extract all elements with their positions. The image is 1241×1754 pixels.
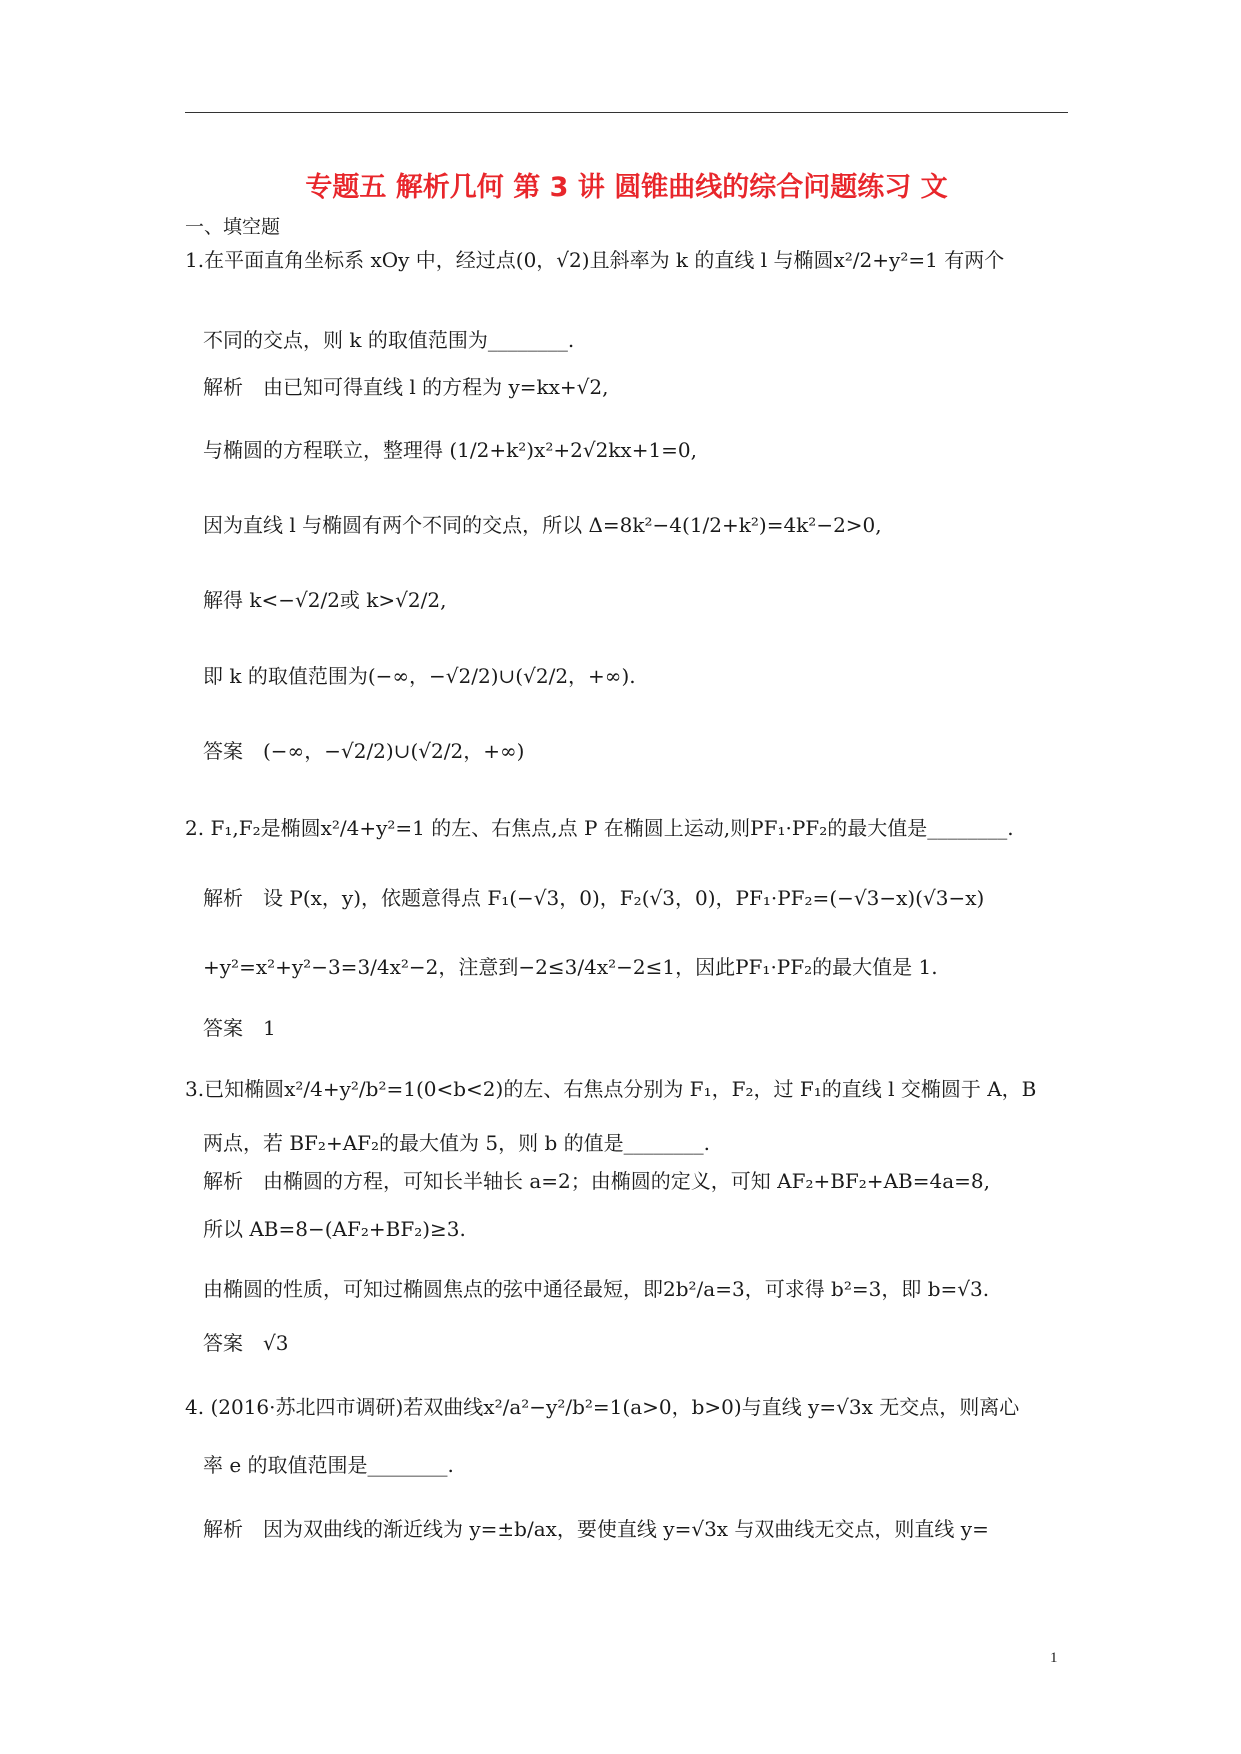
q2-stem: 2. F₁,F₂是椭圆x²/4+y²=1 的左、右焦点,点 P 在椭圆上运动,则PF₁·PF₂的最大值是________. <box>185 816 1014 840</box>
q1-analysis-4: 解得 k<−√2/2或 k>√2/2, <box>203 588 447 612</box>
q1-stem-line-2: 不同的交点，则 k 的取值范围为________. <box>203 328 575 352</box>
q1-analysis-2: 与椭圆的方程联立，整理得 (1/2+k²)x²+2√2kx+1=0, <box>203 438 698 462</box>
q3-stem-line-1: 3.已知椭圆x²/4+y²/b²=1(0<b<2)的左、右焦点分别为 F₁，F₂，过 F₁的直线 l 交椭圆于 A，B <box>185 1077 1037 1101</box>
q4-stem-line-1: 4. (2016·苏北四市调研)若双曲线x²/a²−y²/b²=1(a>0，b>0)与直线 y=√3x 无交点，则离心 <box>185 1395 1020 1419</box>
page-title: 专题五 解析几何 第 3 讲 圆锥曲线的综合问题练习 文 <box>305 172 948 203</box>
page-number: 1 <box>1050 1650 1058 1666</box>
q4-stem-line-2: 率 e 的取值范围是________. <box>203 1453 454 1477</box>
header-rule <box>185 112 1068 113</box>
q2-analysis-1: 解析 设 P(x，y)，依题意得点 F₁(−√3，0)，F₂(√3，0)，PF₁·PF₂=(−√3−x)(√3−x) <box>203 886 985 910</box>
q4-analysis-1: 解析 因为双曲线的渐近线为 y=±b/ax，要使直线 y=√3x 与双曲线无交点，则直线 y= <box>203 1517 989 1541</box>
q1-stem-line-1: 1.在平面直角坐标系 xOy 中，经过点(0，√2)且斜率为 k 的直线 l 与椭圆x²/2+y²=1 有两个 <box>185 248 1005 272</box>
q3-stem-line-2: 两点，若 BF₂+AF₂的最大值为 5，则 b 的值是________. <box>203 1131 711 1155</box>
section-heading: 一、填空题 <box>185 216 281 238</box>
q3-analysis-1: 解析 由椭圆的方程，可知长半轴长 a=2；由椭圆的定义，可知 AF₂+BF₂+AB=4a=8, <box>203 1169 990 1193</box>
q1-analysis-3: 因为直线 l 与椭圆有两个不同的交点，所以 Δ=8k²−4(1/2+k²)=4k²−2>0, <box>203 513 882 537</box>
q1-answer: 答案 (−∞，−√2/2)∪(√2/2，+∞) <box>203 739 525 763</box>
q3-analysis-2: 所以 AB=8−(AF₂+BF₂)≥3. <box>203 1217 466 1241</box>
q2-answer: 答案 1 <box>203 1016 276 1040</box>
q3-answer: 答案 √3 <box>203 1331 289 1355</box>
q1-analysis-5: 即 k 的取值范围为(−∞，−√2/2)∪(√2/2，+∞). <box>203 664 636 688</box>
q3-analysis-3: 由椭圆的性质，可知过椭圆焦点的弦中通径最短，即2b²/a=3，可求得 b²=3，即 b=√3. <box>203 1277 990 1301</box>
q1-analysis-1: 解析 由已知可得直线 l 的方程为 y=kx+√2, <box>203 375 609 399</box>
q2-analysis-2: +y²=x²+y²−3=3/4x²−2，注意到−2≤3/4x²−2≤1，因此PF₁·PF₂的最大值是 1. <box>203 955 938 979</box>
